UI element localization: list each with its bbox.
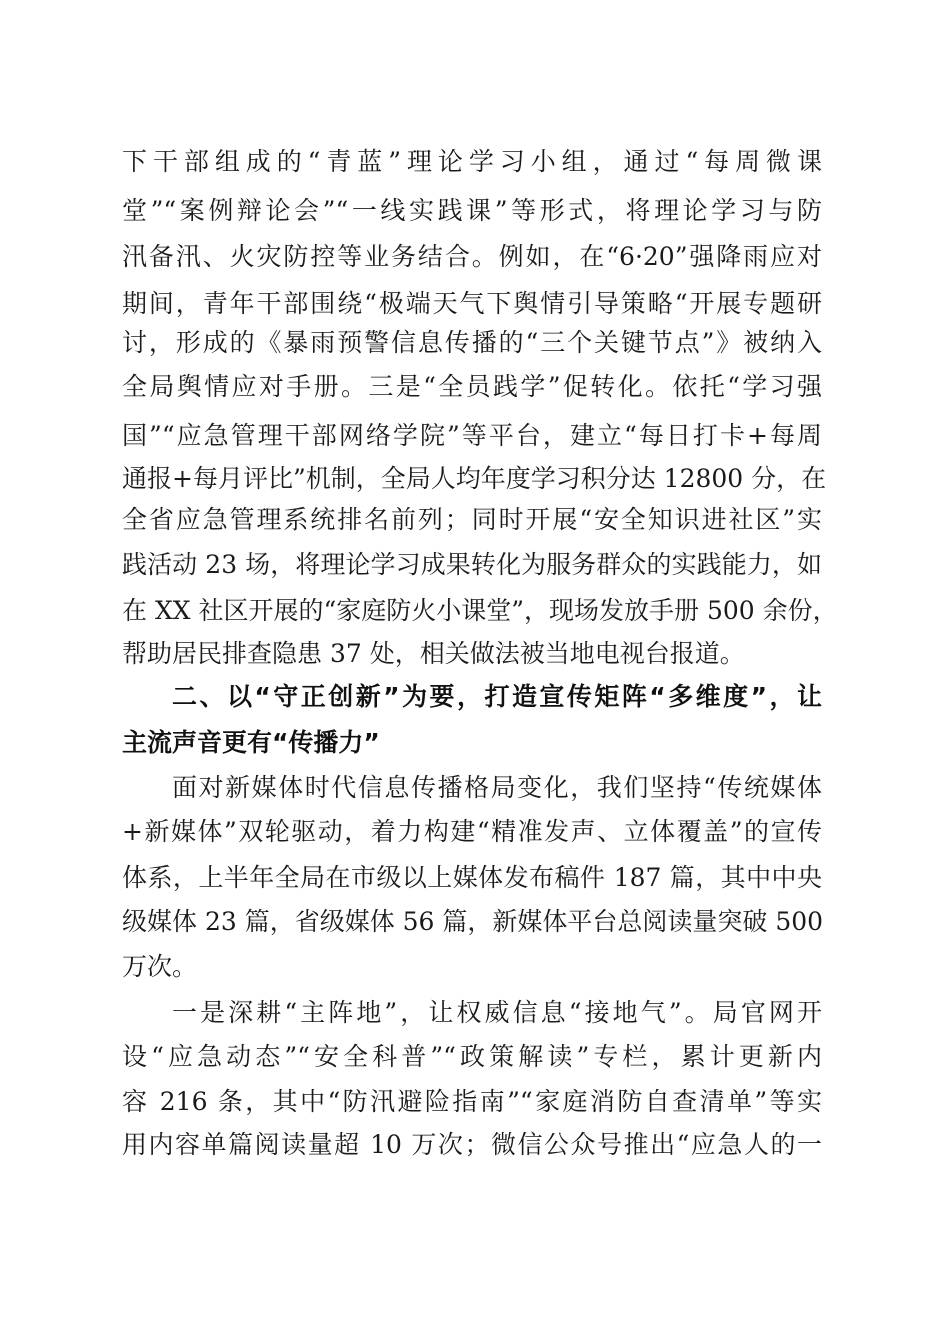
section-heading-line-2: 主流声音更有“传播力”	[122, 728, 380, 757]
paragraph-2-line-4: 级媒体 23 篇，省级媒体 56 篇，新媒体平台总阅读量突破 500	[122, 907, 824, 936]
paragraph-1-line-11: 在 XX 社区开展的“家庭防火小课堂”，现场发放手册 500 余份，	[122, 596, 838, 625]
paragraph-1-line-7: 国”“应急管理干部网络学院”等平台，建立“每日打卡+每周	[122, 421, 822, 450]
paragraph-2-line-5: 万次。	[122, 952, 198, 981]
paragraph-2-line-3: 体系，上半年全局在市级以上媒体发布稿件 187 篇，其中中央	[122, 863, 822, 892]
paragraph-2-line-1: 面对新媒体时代信息传播格局变化，我们坚持“传统媒体	[172, 773, 822, 802]
paragraph-1-line-3: 汛备汛、火灾防控等业务结合。例如，在“6·20”强降雨应对	[122, 242, 822, 271]
paragraph-1-line-8: 通报+每月评比”机制，全局人均年度学习积分达 12800 分，在	[122, 464, 827, 493]
paragraph-1-line-10: 践活动 23 场，将理论学习成果转化为服务群众的实践能力，如	[122, 550, 822, 579]
paragraph-1-line-2: 堂”“案例辩论会”“一线实践课”等形式，将理论学习与防	[122, 196, 822, 225]
paragraph-3-line-2: 设“应急动态”“安全科普”“政策解读”专栏，累计更新内	[122, 1042, 822, 1071]
paragraph-1-line-1: 下干部组成的“青蓝”理论学习小组，通过“每周微课	[122, 147, 822, 176]
paragraph-1-line-5: 讨，形成的《暴雨预警信息传播的“三个关键节点”》被纳入	[122, 328, 822, 357]
paragraph-3-line-3: 容 216 条，其中“防汛避险指南”“家庭消防自查清单”等实	[122, 1087, 822, 1116]
paragraph-3-line-1: 一是深耕“主阵地”，让权威信息“接地气”。局官网开	[172, 998, 822, 1027]
paragraph-1-line-4: 期间，青年干部围绕“极端天气下舆情引导策略“开展专题研	[122, 289, 822, 318]
paragraph-1-line-9: 全省应急管理系统排名前列；同时开展“安全知识进社区”实	[122, 505, 822, 534]
paragraph-3-line-4: 用内容单篇阅读量超 10 万次；微信公众号推出“应急人的一	[122, 1130, 822, 1159]
paragraph-1-line-12: 帮助居民排查隐患 37 处，相关做法被当地电视台报道。	[122, 639, 745, 668]
section-heading-line-1: 二、以“守正创新”为要，打造宣传矩阵“多维度”，让	[172, 682, 822, 711]
paragraph-2-line-2: +新媒体”双轮驱动，着力构建“精准发声、立体覆盖”的宣传	[122, 817, 822, 846]
paragraph-1-line-6: 全局舆情应对手册。三是“全员践学”促转化。依托“学习强	[122, 372, 822, 401]
